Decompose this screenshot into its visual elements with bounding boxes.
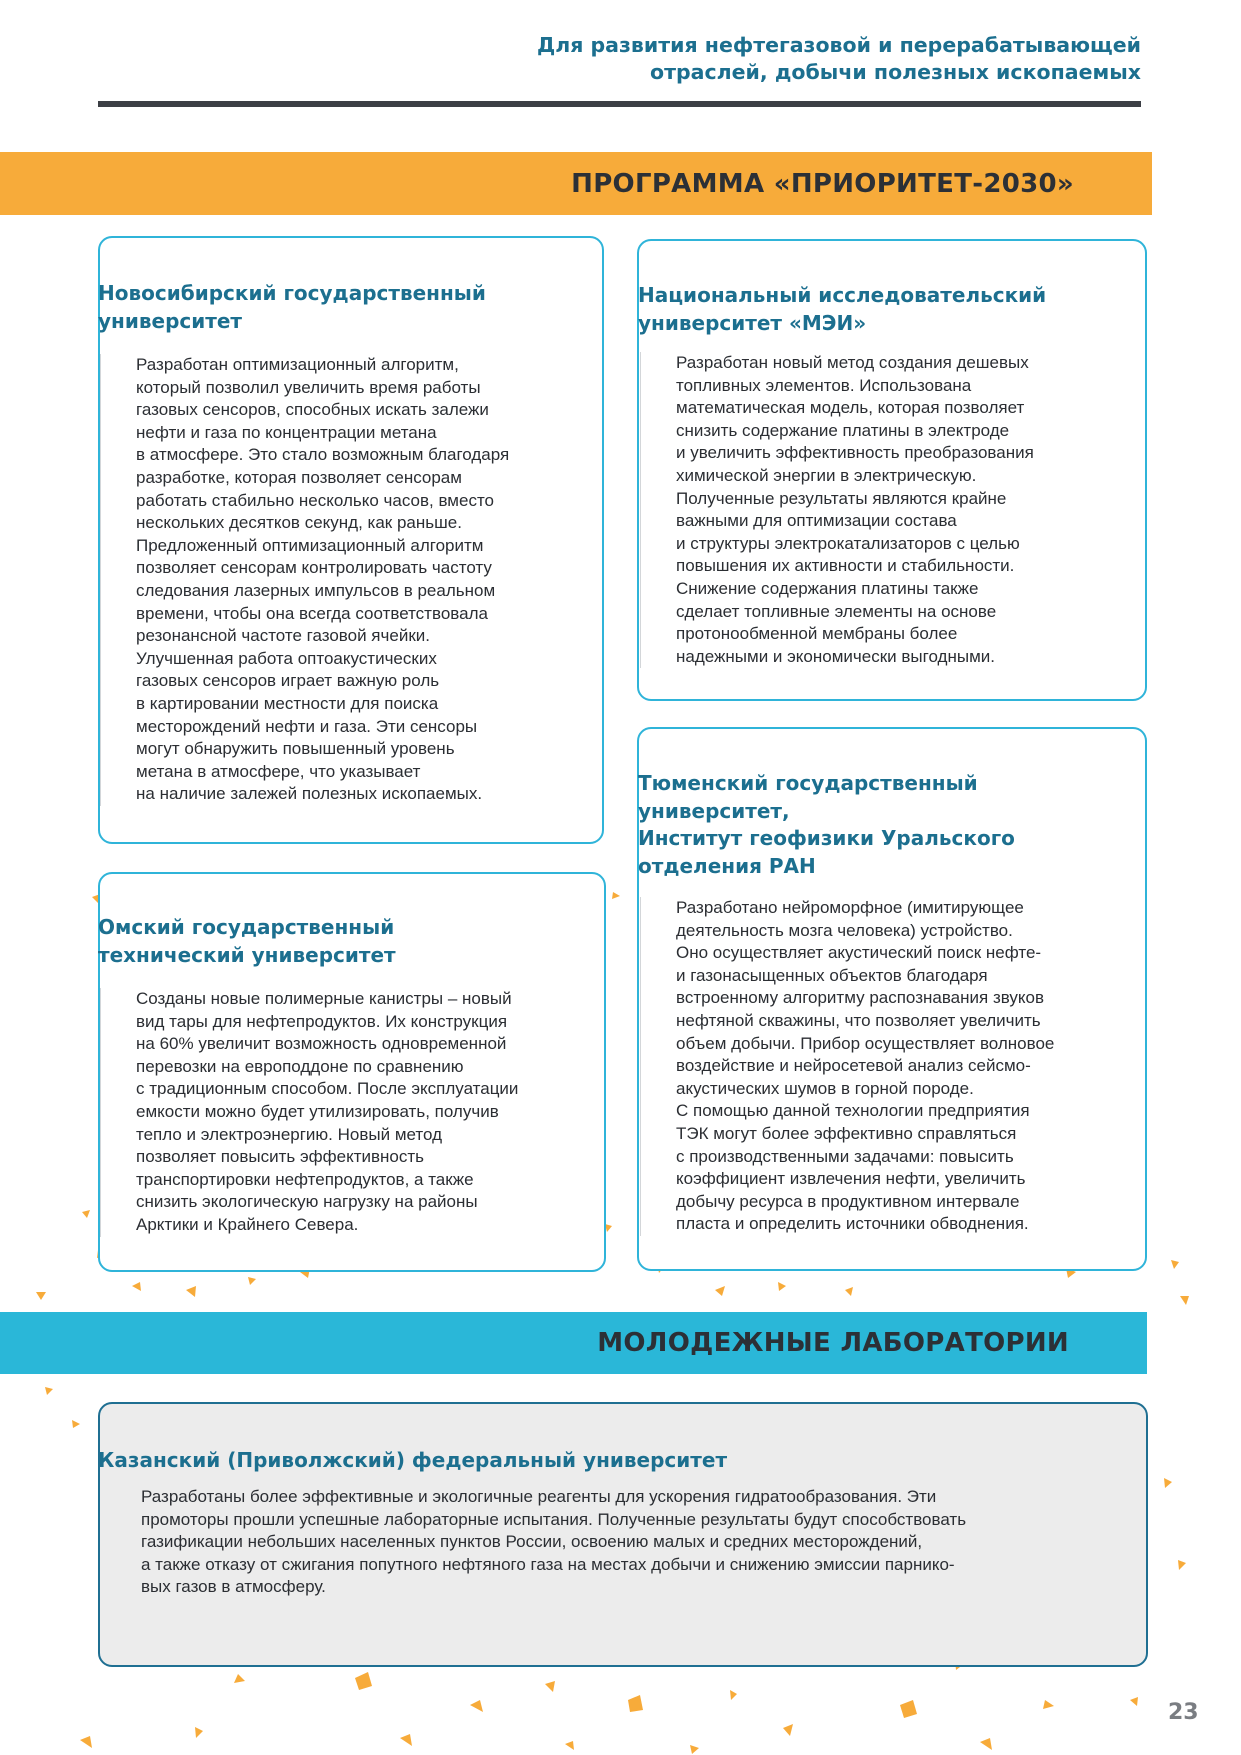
card-title-mei [638,282,1046,337]
text-line: могут обнаружить повышенный уровень [136,739,455,759]
text-line: снизить содержание платины в электроде [676,420,1010,440]
text-line: нефтяной скважины, что позволяет увеличить [676,1010,1041,1030]
text-line: разработке, которая позволяет сенсорам [136,467,462,487]
text-line: химической энергии в электрическую. [676,465,977,485]
text-line: встроенному алгоритму распознавания звуков [676,988,1045,1008]
text-line: времени, чтобы она всегда соответствовала [136,603,488,623]
text-line: коэффициент извлечения нефти, увеличить [676,1169,1026,1189]
text-line: Разработано нейроморфное (имитирующее [676,898,1024,917]
text-line: на наличие залежей полезных ископаемых. [136,784,483,804]
text-line: месторождений нефти и газа. Эти сенсоры [136,716,478,736]
title-line: университет «МЭИ» [638,310,867,335]
text-line: повышения их активности и стабильности. [676,556,1015,576]
text-line: С помощью данной технологии предприятия [676,1101,1030,1121]
title-line: технический университет [98,942,396,967]
page-number: 23 [1168,1700,1199,1725]
text-line: резонансной частоте газовой ячейки. [136,626,430,646]
section-title-priority: ПРОГРАММА «ПРИОРИТЕТ-2030» [571,168,1074,199]
card-text-nsu [100,354,509,806]
text-line: промоторы прошли успешные лабораторные испытания. Полученные результаты будут способствовать [141,1509,967,1529]
text-line: на 60% увеличит возможность одновременной [136,1034,507,1054]
text-line: пласта и определить источники обводнения. [676,1214,1029,1234]
title-line: Тюменский государственный [638,771,978,795]
text-line: вых газов в атмосферу. [141,1577,326,1597]
text-line: Снижение содержания платины также [676,578,979,598]
document-header [537,32,1141,86]
text-line: Предложенный оптимизационный алгоритм [136,535,484,555]
text-line: с производственными задачами: повысить [676,1146,1014,1166]
text-line: работать стабильно несколько часов, вместо [136,490,494,510]
text-line: газовых сенсоров, способных искать залежи [136,400,489,420]
title-line: Новосибирский государственный [98,281,486,305]
text-line: перевозки на европоддоне по сравнению [136,1056,464,1076]
text-line: вид тары для нефтепродуктов. Их конструкция [136,1011,508,1031]
card-text-mei [640,352,1034,668]
text-line: объем добычи. Прибор осуществляет волновое [676,1033,1055,1053]
text-line: важными для оптимизации состава [676,511,957,531]
text-line: а также отказу от сжигания попутного нефтяного газа на местах добычи и снижению эмиссии парнико- [141,1554,955,1574]
text-line: позволяет сенсорам контролировать частоту [136,558,492,578]
text-line: нескольких десятков секунд, как раньше. [136,513,462,533]
text-line: емкости можно будет утилизировать, получив [136,1101,499,1121]
text-line: который позволил увеличить время работы [136,377,481,397]
card-text-kazan [141,1486,966,1599]
text-line: и газонасыщенных объектов благодаря [676,965,988,985]
header-divider [98,101,1141,107]
card-title-omsk [98,914,396,969]
card-title-tyumen [638,770,1015,880]
text-line: математическая модель, которая позволяет [676,398,1025,418]
card-title-nsu [98,280,486,335]
text-line: ТЭК могут более эффективно справляться [676,1123,1017,1143]
card-text-tyumen [640,897,1054,1236]
text-line: позволяет повысить эффективность [136,1147,425,1167]
title-line: Омский государственный [98,915,395,939]
text-line: газификации небольших населенных пунктов России, освоению малых и средних месторождений, [141,1532,923,1552]
title-line: отделения РАН [638,853,816,878]
text-line: снизить экологическую нагрузку на районы [136,1192,478,1212]
card-title-kazan: Казанский (Приволжский) федеральный университет [98,1448,728,1472]
text-line: и структуры электрокатализаторов с целью [676,533,1020,553]
text-line: акустических шумов в горной породе. [676,1078,974,1098]
text-line: воздействие и нейросетевой анализ сейсмо- [676,1056,1031,1076]
title-line: университет [98,308,243,333]
title-line: Институт геофизики Уральского [638,826,1015,850]
text-line: топливных элементов. Использована [676,375,972,395]
title-line: университет, [638,798,790,823]
text-line: надежными и экономически выгодными. [676,646,995,666]
section-banner-priority [0,152,1152,215]
text-line: Разработаны более эффективные и экологичные реагенты для ускорения гидратообразования. Эти [141,1487,937,1506]
section-title-youth: МОЛОДЕЖНЫЕ ЛАБОРАТОРИИ [597,1328,1069,1358]
title-line: Национальный исследовательский [638,283,1047,307]
card-text-omsk [100,988,518,1237]
text-line: метана в атмосфере, что указывает [136,761,421,781]
text-line: Созданы новые полимерные канистры – новый [136,989,512,1008]
text-line: протонообменной мембраны более [676,624,958,644]
text-line: Улучшенная работа оптоакустических [136,648,437,668]
text-line: сделает топливные элементы на основе [676,601,997,621]
text-line: Полученные результаты являются крайне [676,488,1007,508]
header-line-2: отраслей, добычи полезных ископаемых [650,60,1141,84]
text-line: в картировании местности для поиска [136,693,439,713]
text-line: Оно осуществляет акустический поиск нефте- [676,943,1042,963]
text-line: тепло и электроэнергию. Новый метод [136,1124,442,1144]
text-line: Арктики и Крайнего Севера. [136,1214,359,1234]
text-line: следования лазерных импульсов в реальном [136,580,496,600]
text-line: нефти и газа по концентрации метана [136,422,437,442]
text-line: газовых сенсоров играет важную роль [136,671,440,691]
text-line: транспортировки нефтепродуктов, а также [136,1169,474,1189]
text-line: с традиционным способом. После эксплуатации [136,1079,519,1099]
header-line-1: Для развития нефтегазовой и перерабатывающей [536,33,1141,57]
text-line: добычу ресурса в продуктивном интервале [676,1191,1020,1211]
text-line: Разработан оптимизационный алгоритм, [136,355,459,374]
section-banner-youth [0,1312,1147,1374]
text-line: в атмосфере. Это стало возможным благодаря [136,445,510,465]
text-line: и увеличить эффективность преобразования [676,443,1034,463]
text-line: Разработан новый метод создания дешевых [676,353,1029,372]
text-line: деятельность мозга человека) устройство. [676,920,1013,940]
